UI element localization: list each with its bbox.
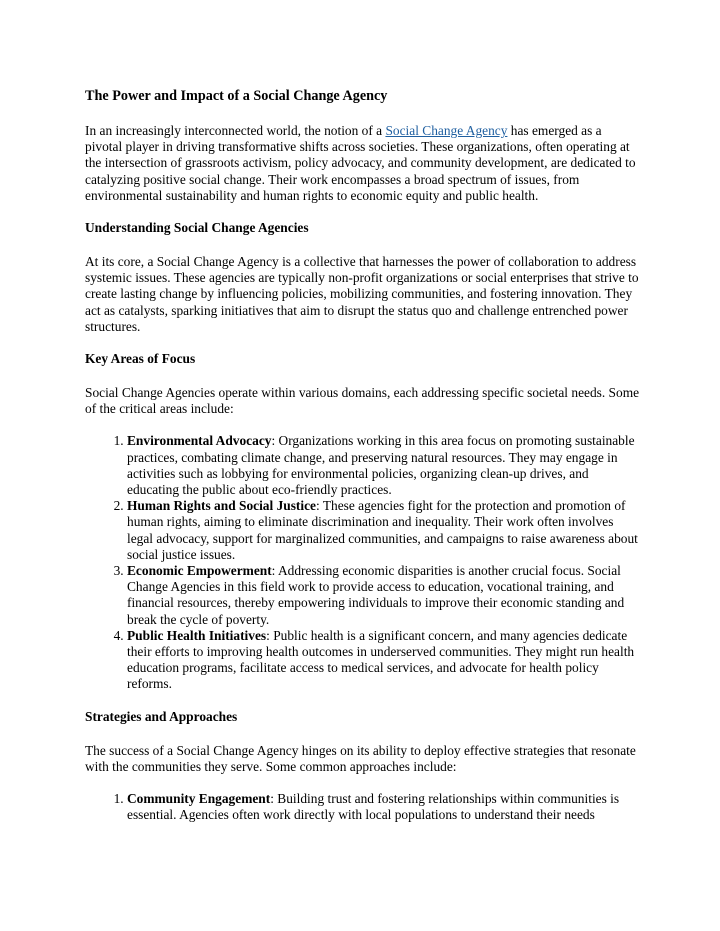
document-title: The Power and Impact of a Social Change Agency xyxy=(85,88,388,104)
section-heading-key-areas: Key Areas of Focus xyxy=(85,351,196,367)
list-item xyxy=(127,563,640,628)
section-paragraph-understanding: At its core, a Social Change Agency is a collective that harnesses the power of collaboration to address systemic issues. These agencies are typically non-profit organizations or social enterprises that strive to create lasting change by influencing policies, mobilizing communities, and fostering innovation. They act as catalysts, sparking initiatives that aim to disrupt the status quo and challenge entrenched power structures. xyxy=(85,254,639,334)
strategies-list xyxy=(85,791,640,823)
list-item xyxy=(127,791,640,823)
intro-paragraph xyxy=(85,123,640,204)
list-item-term: Environmental Advocacy xyxy=(127,433,272,449)
list-item xyxy=(127,433,640,498)
list-item-desc: : Building trust and fostering relationships within communities is essential. Agencies often work directly with local populations to understand their needs xyxy=(127,791,620,823)
list-item-term: Community Engagement xyxy=(127,791,271,807)
section-heading-strategies: Strategies and Approaches xyxy=(85,708,238,724)
list-item-desc: : Addressing economic disparities is another crucial focus. Social Change Agencies in this field work to provide access to education, vocational training, and financial resources, thereby empowering individuals to improve their economic standing and break the cycle of poverty. xyxy=(127,563,625,627)
list-item-desc: : Public health is a significant concern, and many agencies dedicate their efforts to improving health outcomes in underserved communities. They might run health education programs, facilitate access to medical services, and advocate for health policy reforms. xyxy=(127,627,635,692)
section-heading-understanding: Understanding Social Change Agencies xyxy=(85,220,309,236)
intro-text-before: In an increasingly interconnected world, the notion of a xyxy=(85,123,386,138)
section-paragraph-strategies: The success of a Social Change Agency hinges on its ability to deploy effective strategies that resonate with the communities they serve. Some common approaches include: xyxy=(85,742,636,774)
section-paragraph-key-areas: Social Change Agencies operate within various domains, each addressing specific societal needs. Some of the critical areas include: xyxy=(85,385,640,417)
list-item-term: Human Rights and Social Justice xyxy=(127,498,316,514)
key-areas-list xyxy=(85,433,640,692)
list-item-term: Economic Empowerment xyxy=(127,563,272,579)
social-change-agency-link[interactable]: Social Change Agency xyxy=(385,123,508,138)
list-item xyxy=(127,498,640,563)
intro-text-after: has emerged as a pivotal player in driving transformative shifts across societies. These organizations, often operating at the intersection of grassroots activism, policy advocacy, and community development, are dedicated to catalyzing positive social change. Their work encompasses a broad spectrum of issues, from environmental sustainability and human rights to economic equity and public health. xyxy=(85,123,636,203)
list-item-desc: : These agencies fight for the protection and promotion of human rights, aiming to eliminate discrimination and inequality. Their work often involves legal advocacy, support for marginalized communities, and campaigns to raise awareness about social justice issues. xyxy=(127,498,638,562)
list-item-desc: : Organizations working in this area focus on promoting sustainable practices, combating climate change, and preserving natural resources. They may engage in activities such as lobbying for environmental policies, organizing clean-up drives, and educating the public about eco-friendly practices. xyxy=(127,433,635,498)
list-item-term: Public Health Initiatives xyxy=(127,627,267,643)
list-item xyxy=(127,628,640,693)
